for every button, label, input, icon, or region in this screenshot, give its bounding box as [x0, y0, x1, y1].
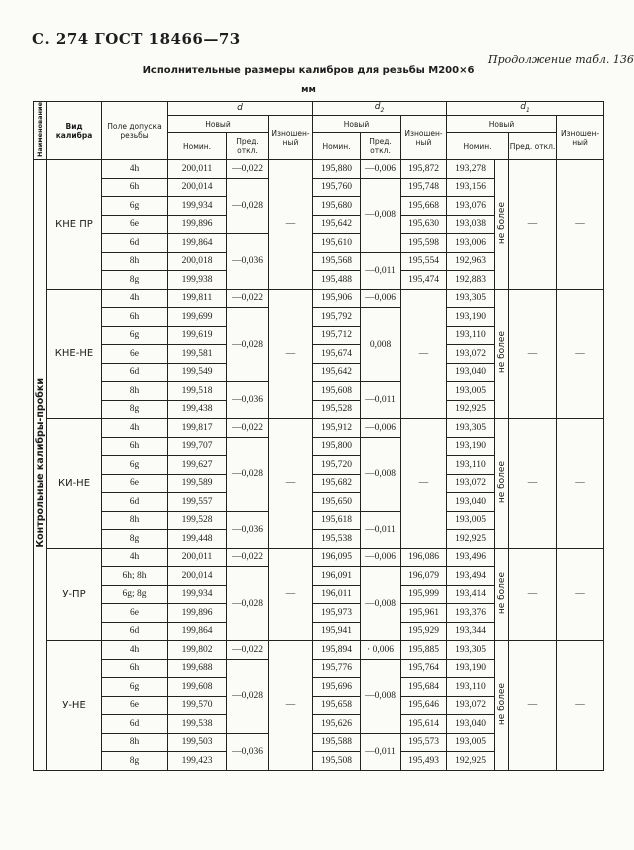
d-nominal: 199,570	[168, 696, 227, 715]
d-nominal: 199,438	[168, 400, 227, 419]
d-nominal: 199,557	[168, 493, 227, 512]
d-nominal: 199,581	[168, 345, 227, 364]
d-nominal: 199,538	[168, 715, 227, 734]
d1-nominal: 192,925	[447, 400, 495, 419]
d2-deviation: —0,011	[361, 511, 401, 548]
d-worn: —	[269, 160, 313, 290]
tolerance-field: 6e	[102, 604, 168, 623]
header-d: d	[168, 102, 313, 116]
d-worn: —	[269, 289, 313, 419]
d2-worn: —	[401, 289, 447, 419]
d2-deviation: —0,008	[361, 567, 401, 641]
d-deviation: —0,028	[227, 567, 269, 641]
table-unit: мм	[301, 85, 316, 95]
d-nominal: 200,014	[168, 567, 227, 586]
d-nominal: 199,934	[168, 585, 227, 604]
d2-nominal: 195,626	[313, 715, 361, 734]
d-deviation: —0,022	[227, 548, 269, 567]
d2-worn: 195,961	[401, 604, 447, 623]
d1-nominal: 193,414	[447, 585, 495, 604]
d-nominal: 199,608	[168, 678, 227, 697]
d-nominal: 200,018	[168, 252, 227, 271]
d-nominal: 199,817	[168, 419, 227, 438]
tolerance-field: 6e	[102, 215, 168, 234]
tolerance-field: 8g	[102, 271, 168, 290]
d2-deviation: —0,008	[361, 178, 401, 252]
header-d-dev: Пред. откл.	[227, 133, 269, 160]
tolerance-field: 8h	[102, 511, 168, 530]
d2-deviation: —0,008	[361, 659, 401, 733]
d2-nominal: 195,488	[313, 271, 361, 290]
d2-nominal: 195,538	[313, 530, 361, 549]
d1-worn: —	[557, 289, 604, 419]
d-deviation: —0,022	[227, 289, 269, 308]
gauge-type: КНЕ-НЕ	[47, 289, 102, 419]
d1-limit-cell	[495, 160, 509, 290]
d2-worn: 195,493	[401, 752, 447, 771]
group-label-cell	[34, 160, 47, 771]
d2-worn: 195,598	[401, 234, 447, 253]
d-nominal: 199,896	[168, 604, 227, 623]
d2-worn: 195,764	[401, 659, 447, 678]
d2-worn: 195,554	[401, 252, 447, 271]
header-d1: $d_1$	[447, 102, 604, 116]
d2-nominal: 195,941	[313, 622, 361, 641]
d1-deviation: —	[509, 419, 557, 549]
header-d2-worn: Изношен-ный	[401, 116, 447, 160]
d2-nominal: 195,760	[313, 178, 361, 197]
gauge-type: У-ПР	[47, 548, 102, 641]
d1-worn: —	[557, 160, 604, 290]
header-d1-new: Новый	[447, 116, 557, 133]
d2-nominal: 195,682	[313, 474, 361, 493]
table-header	[34, 102, 604, 160]
tolerance-field: 8h	[102, 382, 168, 401]
d2-nominal: 195,508	[313, 752, 361, 771]
d2-deviation: —0,006	[361, 548, 401, 567]
gauge-dimensions-table	[33, 101, 604, 771]
tolerance-field: 6d	[102, 234, 168, 253]
d-nominal: 199,448	[168, 530, 227, 549]
tolerance-field: 6d	[102, 363, 168, 382]
header-name: Наименование	[34, 102, 47, 160]
d1-deviation: —	[509, 548, 557, 641]
gauge-type: У-НЕ	[47, 641, 102, 771]
d2-deviation: —0,011	[361, 733, 401, 770]
d-deviation: —0,036	[227, 382, 269, 419]
table-continuation: Продолжение табл. 136	[488, 53, 634, 66]
d-nominal: 199,934	[168, 197, 227, 216]
header-d1-dev: Пред. откл.	[509, 133, 557, 160]
d1-nominal: 193,005	[447, 511, 495, 530]
d2-worn: 195,474	[401, 271, 447, 290]
d2-nominal: 195,588	[313, 733, 361, 752]
d2-nominal: 195,642	[313, 363, 361, 382]
d2-worn: 195,614	[401, 715, 447, 734]
tolerance-field: 4h	[102, 419, 168, 438]
d2-worn: 195,999	[401, 585, 447, 604]
d2-worn: 196,086	[401, 548, 447, 567]
tolerance-field: 6e	[102, 696, 168, 715]
d-deviation: —0,028	[227, 308, 269, 382]
d2-deviation: 0,008	[361, 308, 401, 382]
header-d1-worn: Изношен-ный	[557, 116, 604, 160]
tolerance-field: 6g	[102, 456, 168, 475]
header-d1-nom: Номин.	[447, 133, 509, 160]
d-nominal: 199,688	[168, 659, 227, 678]
d-nominal: 199,707	[168, 437, 227, 456]
d2-nominal: 195,912	[313, 419, 361, 438]
header-d2: $d_2$	[313, 102, 447, 116]
d2-worn: 195,872	[401, 160, 447, 179]
not-more-label: не более	[496, 201, 507, 244]
d1-nominal: 193,305	[447, 641, 495, 660]
d1-nominal: 193,006	[447, 234, 495, 253]
tolerance-field: 8g	[102, 400, 168, 419]
tolerance-field: 4h	[102, 641, 168, 660]
header-d-nom: Номин.	[168, 133, 227, 160]
d-nominal: 200,011	[168, 548, 227, 567]
d2-nominal: 195,696	[313, 678, 361, 697]
d2-nominal: 195,650	[313, 493, 361, 512]
d1-nominal: 193,038	[447, 215, 495, 234]
d-deviation: —0,022	[227, 160, 269, 179]
tolerance-field: 6h	[102, 178, 168, 197]
d2-deviation: —0,011	[361, 252, 401, 289]
tolerance-field: 6h	[102, 437, 168, 456]
d2-nominal: 195,880	[313, 160, 361, 179]
d2-nominal: 196,095	[313, 548, 361, 567]
d-nominal: 199,864	[168, 622, 227, 641]
d1-nominal: 193,005	[447, 382, 495, 401]
header-d2-new: Новый	[313, 116, 401, 133]
d1-nominal: 193,496	[447, 548, 495, 567]
d2-nominal: 196,091	[313, 567, 361, 586]
d-nominal: 199,589	[168, 474, 227, 493]
tolerance-field: 6g	[102, 326, 168, 345]
d1-nominal: 193,005	[447, 733, 495, 752]
d2-nominal: 195,610	[313, 234, 361, 253]
d1-deviation: —	[509, 160, 557, 290]
d1-nominal: 193,072	[447, 345, 495, 364]
not-more-label: не более	[496, 682, 507, 725]
d2-deviation: —0,006	[361, 419, 401, 438]
d-nominal: 199,699	[168, 308, 227, 327]
header-tolerance: Поле допуска резьбы	[102, 102, 168, 160]
d1-nominal: 193,072	[447, 696, 495, 715]
d-nominal: 199,619	[168, 326, 227, 345]
d2-worn: 195,929	[401, 622, 447, 641]
d1-nominal: 192,883	[447, 271, 495, 290]
d2-deviation: · 0,006	[361, 641, 401, 660]
d2-nominal: 195,674	[313, 345, 361, 364]
d2-worn: 195,646	[401, 696, 447, 715]
d1-limit-cell	[495, 419, 509, 549]
tolerance-field: 4h	[102, 289, 168, 308]
table-row	[34, 160, 604, 179]
table-row	[34, 641, 604, 660]
d2-deviation: —0,011	[361, 382, 401, 419]
d2-deviation: —0,008	[361, 437, 401, 511]
tolerance-field: 4h	[102, 548, 168, 567]
d-nominal: 199,503	[168, 733, 227, 752]
d1-nominal: 193,305	[447, 289, 495, 308]
d2-worn: 195,630	[401, 215, 447, 234]
tolerance-field: 8g	[102, 530, 168, 549]
header-gauge-type: Вид калибра	[47, 102, 102, 160]
d1-nominal: 193,156	[447, 178, 495, 197]
header-d-new: Новый	[168, 116, 269, 133]
d1-deviation: —	[509, 289, 557, 419]
d2-nominal: 195,712	[313, 326, 361, 345]
d-deviation: —0,028	[227, 178, 269, 234]
d-nominal: 199,938	[168, 271, 227, 290]
table-row	[34, 289, 604, 308]
gauge-type: КНЕ ПР	[47, 160, 102, 290]
d-deviation: —0,036	[227, 733, 269, 770]
d2-nominal: 195,720	[313, 456, 361, 475]
tolerance-field: 6d	[102, 493, 168, 512]
d1-nominal: 193,072	[447, 474, 495, 493]
not-more-label: не более	[496, 460, 507, 503]
d2-nominal: 196,011	[313, 585, 361, 604]
d-nominal: 199,518	[168, 382, 227, 401]
tolerance-field: 6d	[102, 622, 168, 641]
d1-nominal: 193,040	[447, 715, 495, 734]
d2-worn: 196,079	[401, 567, 447, 586]
tolerance-field: 8g	[102, 752, 168, 771]
d-nominal: 199,549	[168, 363, 227, 382]
d2-nominal: 195,642	[313, 215, 361, 234]
d2-worn: 195,668	[401, 197, 447, 216]
header-d2-nom: Номин.	[313, 133, 361, 160]
d2-nominal: 195,906	[313, 289, 361, 308]
d1-nominal: 193,190	[447, 659, 495, 678]
d1-nominal: 193,110	[447, 456, 495, 475]
d1-limit-cell	[495, 548, 509, 641]
page-number: С. 274 ГОСТ 18466—73	[32, 30, 241, 48]
d1-nominal: 193,076	[447, 197, 495, 216]
d2-nominal: 195,800	[313, 437, 361, 456]
d2-nominal: 195,568	[313, 252, 361, 271]
table-title: Исполнительные размеры калибров для резьбы М200×6	[142, 65, 475, 76]
d1-nominal: 193,278	[447, 160, 495, 179]
tolerance-field: 6e	[102, 345, 168, 364]
tolerance-field: 6h; 8h	[102, 567, 168, 586]
d-nominal: 199,802	[168, 641, 227, 660]
d-nominal: 199,864	[168, 234, 227, 253]
d2-nominal: 195,776	[313, 659, 361, 678]
d1-worn: —	[557, 419, 604, 549]
tolerance-field: 8h	[102, 733, 168, 752]
d2-worn: —	[401, 419, 447, 549]
d1-nominal: 193,494	[447, 567, 495, 586]
d-nominal: 199,423	[168, 752, 227, 771]
d-nominal: 199,896	[168, 215, 227, 234]
d1-worn: —	[557, 641, 604, 771]
tolerance-field: 6g	[102, 678, 168, 697]
d1-limit-cell	[495, 289, 509, 419]
not-more-label: не более	[496, 331, 507, 374]
d-worn: —	[269, 641, 313, 771]
d1-nominal: 193,190	[447, 437, 495, 456]
d1-limit-cell	[495, 641, 509, 771]
d2-nominal: 195,608	[313, 382, 361, 401]
d1-nominal: 193,344	[447, 622, 495, 641]
d-nominal: 199,627	[168, 456, 227, 475]
d2-nominal: 195,973	[313, 604, 361, 623]
table-row	[34, 548, 604, 567]
d-worn: —	[269, 419, 313, 549]
d2-nominal: 195,618	[313, 511, 361, 530]
d1-nominal: 193,040	[447, 363, 495, 382]
d-nominal: 199,528	[168, 511, 227, 530]
group-label: Контрольные калибры-пробки	[34, 378, 46, 549]
d1-nominal: 192,925	[447, 752, 495, 771]
d2-worn: 195,684	[401, 678, 447, 697]
d2-nominal: 195,680	[313, 197, 361, 216]
d2-worn: 195,748	[401, 178, 447, 197]
table-body	[34, 160, 604, 771]
tolerance-field: 6h	[102, 659, 168, 678]
d-nominal: 199,811	[168, 289, 227, 308]
d1-nominal: 193,190	[447, 308, 495, 327]
d-nominal: 200,011	[168, 160, 227, 179]
d1-nominal: 193,376	[447, 604, 495, 623]
table-row	[34, 419, 604, 438]
d1-nominal: 192,925	[447, 530, 495, 549]
d-deviation: —0,022	[227, 419, 269, 438]
tolerance-field: 4h	[102, 160, 168, 179]
header-d2-dev: Пред. откл.	[361, 133, 401, 160]
d-deviation: —0,022	[227, 641, 269, 660]
d1-nominal: 193,110	[447, 326, 495, 345]
d-deviation: —0,028	[227, 659, 269, 733]
d-nominal: 200,014	[168, 178, 227, 197]
gauge-type: КИ-НЕ	[47, 419, 102, 549]
d2-nominal: 195,792	[313, 308, 361, 327]
tolerance-field: 6d	[102, 715, 168, 734]
d2-nominal: 195,528	[313, 400, 361, 419]
d-worn: —	[269, 548, 313, 641]
d1-nominal: 193,110	[447, 678, 495, 697]
not-more-label: не более	[496, 571, 507, 614]
tolerance-field: 6g	[102, 197, 168, 216]
tolerance-field: 6g; 8g	[102, 585, 168, 604]
d2-worn: 195,573	[401, 733, 447, 752]
d1-nominal: 192,963	[447, 252, 495, 271]
d-deviation: —0,028	[227, 437, 269, 511]
d1-nominal: 193,040	[447, 493, 495, 512]
d1-deviation: —	[509, 641, 557, 771]
d-deviation: —0,036	[227, 511, 269, 548]
header-d-worn: Изношен-ный	[269, 116, 313, 160]
d1-worn: —	[557, 548, 604, 641]
d-deviation: —0,036	[227, 234, 269, 290]
d2-worn: 195,885	[401, 641, 447, 660]
d2-deviation: —0,006	[361, 160, 401, 179]
tolerance-field: 6e	[102, 474, 168, 493]
d2-nominal: 195,658	[313, 696, 361, 715]
d1-nominal: 193,305	[447, 419, 495, 438]
d2-nominal: 195,894	[313, 641, 361, 660]
tolerance-field: 6h	[102, 308, 168, 327]
tolerance-field: 8h	[102, 252, 168, 271]
d2-deviation: —0,006	[361, 289, 401, 308]
